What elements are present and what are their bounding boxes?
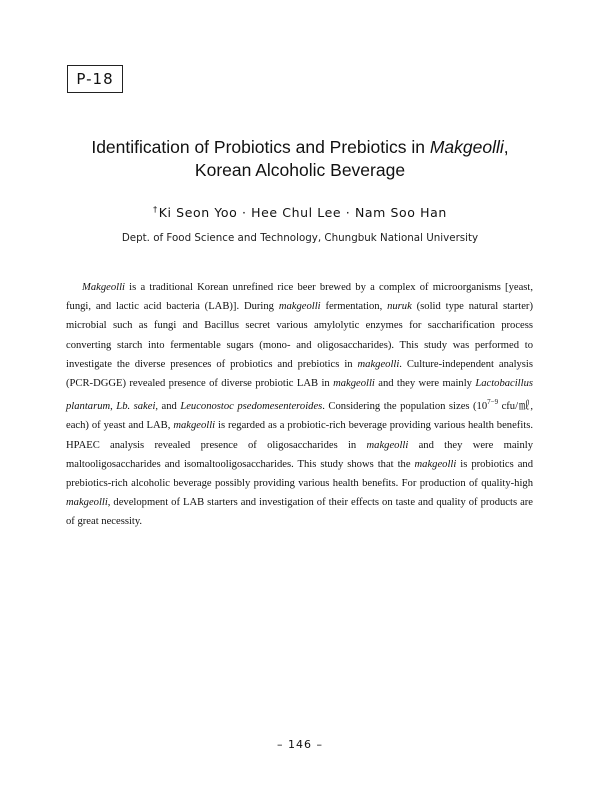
italic-term: Makgeolli	[82, 282, 125, 293]
poster-id-badge	[67, 65, 123, 93]
abstract-span: is regarded as a probiotic-rich beverage providing various health benefits. HPAEC analysis revealed presence of oligosaccharides in	[66, 420, 533, 451]
abstract-span: . Considering the population sizes (10	[322, 401, 488, 413]
italic-term: makgeolli	[366, 439, 409, 451]
title-prefix: Identification of Probiotics and Prebiotics in	[91, 137, 430, 157]
abstract-span: cfu/㎖, each) of yeast and LAB,	[66, 401, 533, 432]
abstract-span: (solid type natural starter) microbial such as fungi and Bacillus secret various amylolytic enzymes for saccharification process converting starch into fermentable sugars (mono- and oligosaccharides). This study was performed to investigate the diverse presences of probiotics and prebiotics in	[66, 301, 533, 370]
italic-term: makgeolli	[66, 497, 108, 509]
abstract-text	[66, 278, 533, 532]
italic-term: makgeolli	[173, 420, 216, 432]
abstract-span: is probiotics and prebiotics-rich alcoholic beverage possibly providing various health benefits. For production of quality-high	[66, 458, 533, 490]
abstract-span: , development of LAB starters and investigation of their effects on taste and quality of products are of great necessity.	[66, 497, 533, 528]
affiliation: Dept. of Food Science and Technology, Chungbuk National University	[121, 232, 479, 244]
abstract-span: is a traditional Korean unrefined rice beer brewed by a complex of microorganisms [yeast, fungi, and lactic acid bacteria (LAB)]. During	[66, 282, 533, 313]
exponent: 7−9	[487, 398, 499, 407]
author-names: Ki Seon Yoo · Hee Chul Lee · Nam Soo Han	[158, 205, 447, 220]
page-number: – 146 –	[277, 738, 323, 751]
italic-term: nuruk	[387, 301, 412, 313]
author-list	[0, 205, 600, 220]
italic-term: makgeolli	[278, 301, 321, 313]
italic-term: makgeolli	[333, 378, 375, 390]
italic-term: makgeolli	[414, 458, 457, 470]
abstract-span: and they were mainly	[374, 378, 476, 390]
abstract-span: ,	[110, 401, 117, 413]
abstract-span: . Culture-independent analysis (PCR-DGGE) revealed presence of diverse probiotic LAB in	[66, 358, 533, 390]
abstract-span: , and	[155, 401, 181, 413]
abstract-span: fermentation,	[320, 301, 388, 313]
title-line-2: Korean Alcoholic Beverage	[194, 160, 406, 180]
title-suffix: ,	[503, 137, 509, 157]
corresponding-author-mark: †	[153, 205, 158, 214]
abstract-span: and they were mainly maltooligosaccharides and isomaltooligosaccharides. This study shows that the	[66, 439, 533, 470]
italic-term: Lactobacillus plantarum	[66, 378, 533, 413]
paper-title	[0, 136, 600, 182]
italic-term: makgeolli	[357, 358, 400, 370]
poster-id: P-18	[76, 70, 114, 88]
title-line-1	[0, 136, 600, 159]
italic-term: Lb. sakei	[116, 401, 156, 413]
italic-term: Leuconostoc psedomesenteroides	[180, 401, 323, 413]
title-italic-term: Makgeolli	[429, 137, 504, 157]
